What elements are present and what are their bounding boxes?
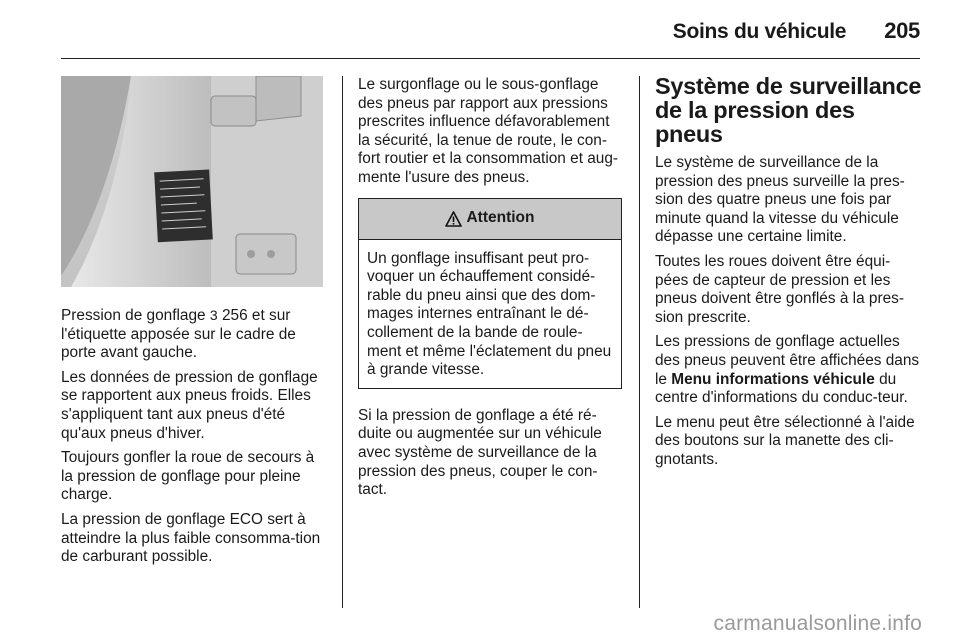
text-fragment: 256 et sur l'étiquette apposée sur le cadre de porte avant gauche. bbox=[61, 307, 296, 362]
page-number: 205 bbox=[884, 18, 920, 43]
warning-triangle-icon bbox=[445, 211, 462, 227]
column-divider-2 bbox=[639, 76, 640, 608]
paragraph-tire-pressure-ref bbox=[61, 306, 326, 363]
attention-box bbox=[358, 198, 622, 389]
paragraph-spare-wheel: Toujours gonfler la roue de secours à la pression de gonflage pour pleine charge. bbox=[61, 449, 315, 504]
paragraph-menu-selection: Le menu peut être sélectionné à l'aide des boutons sur la manette des cli-gnotants. bbox=[655, 413, 915, 468]
paragraph-sensors-required: Toutes les roues doivent être équi-pées de capteur de pression et les pneus doivent être gonflés à la pres-sion prescrite. bbox=[655, 252, 904, 326]
column-3 bbox=[655, 73, 923, 476]
text-fragment: du centre d'informations du conduc-teur. bbox=[655, 370, 908, 407]
page-header bbox=[673, 18, 920, 48]
column-1 bbox=[61, 76, 326, 573]
column-2 bbox=[358, 76, 622, 506]
attention-title: Attention bbox=[466, 209, 535, 227]
text-fragment: Pression de gonflage bbox=[61, 307, 210, 324]
paragraph-system-description: Le système de surveillance de la pression des pneus surveille la pres-sion des quatre pneus une fois par minute quand la vitesse du véhicule dépasse une certaine limite. bbox=[655, 154, 905, 246]
column-divider-1 bbox=[342, 76, 343, 608]
paragraph-eco-pressure: La pression de gonflage ECO sert à atteindre la plus faible consomma-tion de carburant possible. bbox=[61, 510, 321, 566]
watermark: carmanualsonline.info bbox=[713, 612, 922, 635]
paragraph-cold-tires: Les données de pression de gonflage se rapportent aux pneus froids. Elles s'appliquent tant aux pneus d'été qu'aux pneus d'hiver. bbox=[61, 368, 318, 442]
section-heading: Système de surveillance de la pression des pneus bbox=[655, 73, 922, 147]
page-reference-arrow-icon: 3 bbox=[209, 307, 218, 323]
header-rule bbox=[61, 58, 920, 59]
attention-header bbox=[359, 199, 621, 240]
section-title: Soins du véhicule bbox=[672, 20, 847, 43]
text-fragment: Les pressions de gonflage actuelles des pneus peuvent être affichées dans le bbox=[655, 333, 920, 388]
menu-name: Menu informations véhicule bbox=[671, 370, 875, 388]
paragraph-over-under-inflation: Le surgonflage ou le sous-gonflage des pneus par rapport aux pressions prescrites influence défavorablement la sécurité, la tenue de route, le con-fort routier et la consommation et aug-mente l'usure des pneus. bbox=[358, 76, 619, 186]
attention-text: Un gonflage insuffisant peut pro-voquer un échauffement considé-rable du pneu ainsi que des dom-mages internes entraînant le dé-collement de la bande de roule-ment et même l'éclatement du pneu à grande vitesse. bbox=[367, 249, 612, 379]
door-frame-label-photo bbox=[61, 76, 323, 287]
paragraph-display-menu bbox=[655, 333, 923, 407]
paragraph-pressure-changed: Si la pression de gonflage a été ré-duite ou augmentée sur un véhicule avec système de surveillance de la pression des pneus, couper le con-tact. bbox=[358, 406, 602, 499]
